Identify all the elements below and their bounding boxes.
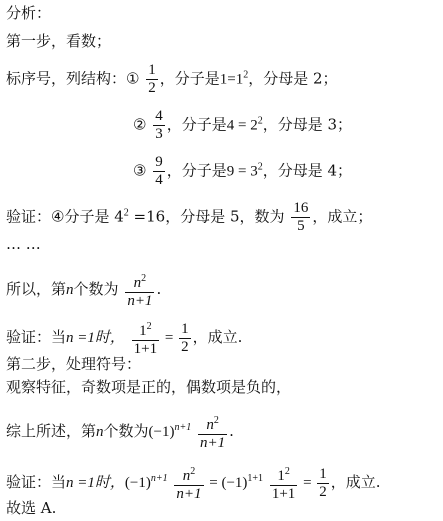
fraction-final-term: $\frac{n^2}{n+1}$ bbox=[198, 412, 227, 452]
ellipsis: … … bbox=[6, 235, 41, 253]
verification-n1: 验证：当n =1时， $\frac{1^2}{1+1}$ = $\frac{1}{2}$ ，成立. bbox=[6, 318, 242, 358]
circled-two: ② bbox=[133, 115, 147, 134]
fraction-verify-3: $\frac{1}{2}$ bbox=[319, 465, 327, 500]
circled-three: ③ bbox=[133, 161, 147, 180]
fraction-verify-2: $\frac{1^2}{1+1}$ bbox=[270, 463, 297, 503]
final-term-formula: 综上所述，第n个数为$(-1)^{n+1}$ $\frac{n^2}{n+1}$ . bbox=[6, 412, 234, 452]
term-4-verification: 验证：④分子是 $4^2 =16$，分母是 5，数为 $\frac{16}{5}$ ，成立； bbox=[6, 200, 373, 234]
fraction-term-4: $\frac{16}{5}$ bbox=[293, 200, 309, 234]
fraction-verify-1: $\frac{n^2}{n+1}$ bbox=[174, 463, 203, 503]
fraction-check-right: $\frac{1}{2}$ bbox=[181, 320, 189, 355]
term-1-structure: 标序号，列结构：① $\frac{1}{2}$ ，分子是$1=1^2$，分母是 2； bbox=[6, 62, 338, 96]
analysis-heading: 分析： bbox=[6, 4, 52, 22]
fraction-term-3: $\frac{9}{4}$ bbox=[155, 154, 163, 188]
general-term-formula: 所以，第n个数为 $\frac{n^2}{n+1}$ . bbox=[6, 270, 161, 310]
fraction-term-2: $\frac{4}{3}$ bbox=[155, 108, 163, 142]
term-3-structure: ③ $\frac{9}{4}$ ，分子是$9 = 3^2$，分母是 4； bbox=[133, 154, 353, 188]
fraction-check-left: $\frac{1^2}{1+1}$ bbox=[132, 318, 159, 358]
observation-text: 观察特征，奇数项是正的，偶数项是负的， bbox=[6, 378, 292, 396]
step-two-label: 第二步，处理符号： bbox=[6, 355, 142, 373]
final-verification: 验证：当n =1时，$(-1)^{n+1}$ $\frac{n^2}{n+1}$ = $(-1)^{1+1}$ $\frac{1^2}{1+1}$ = $\frac{1}{2}$ ，成立. bbox=[6, 463, 381, 503]
circled-one: ① bbox=[126, 69, 140, 88]
circled-four: ④ bbox=[51, 207, 65, 226]
step-one-label: 第一步，看数； bbox=[6, 32, 112, 50]
fraction-term-1: $\frac{1}{2}$ bbox=[148, 62, 156, 96]
answer-choice: 故选 A. bbox=[6, 499, 57, 517]
term-2-structure: ② $\frac{4}{3}$ ，分子是$4 = 2^2$，分母是 3； bbox=[133, 108, 353, 142]
fraction-general-term: $\frac{n^2}{n+1}$ bbox=[125, 270, 154, 310]
